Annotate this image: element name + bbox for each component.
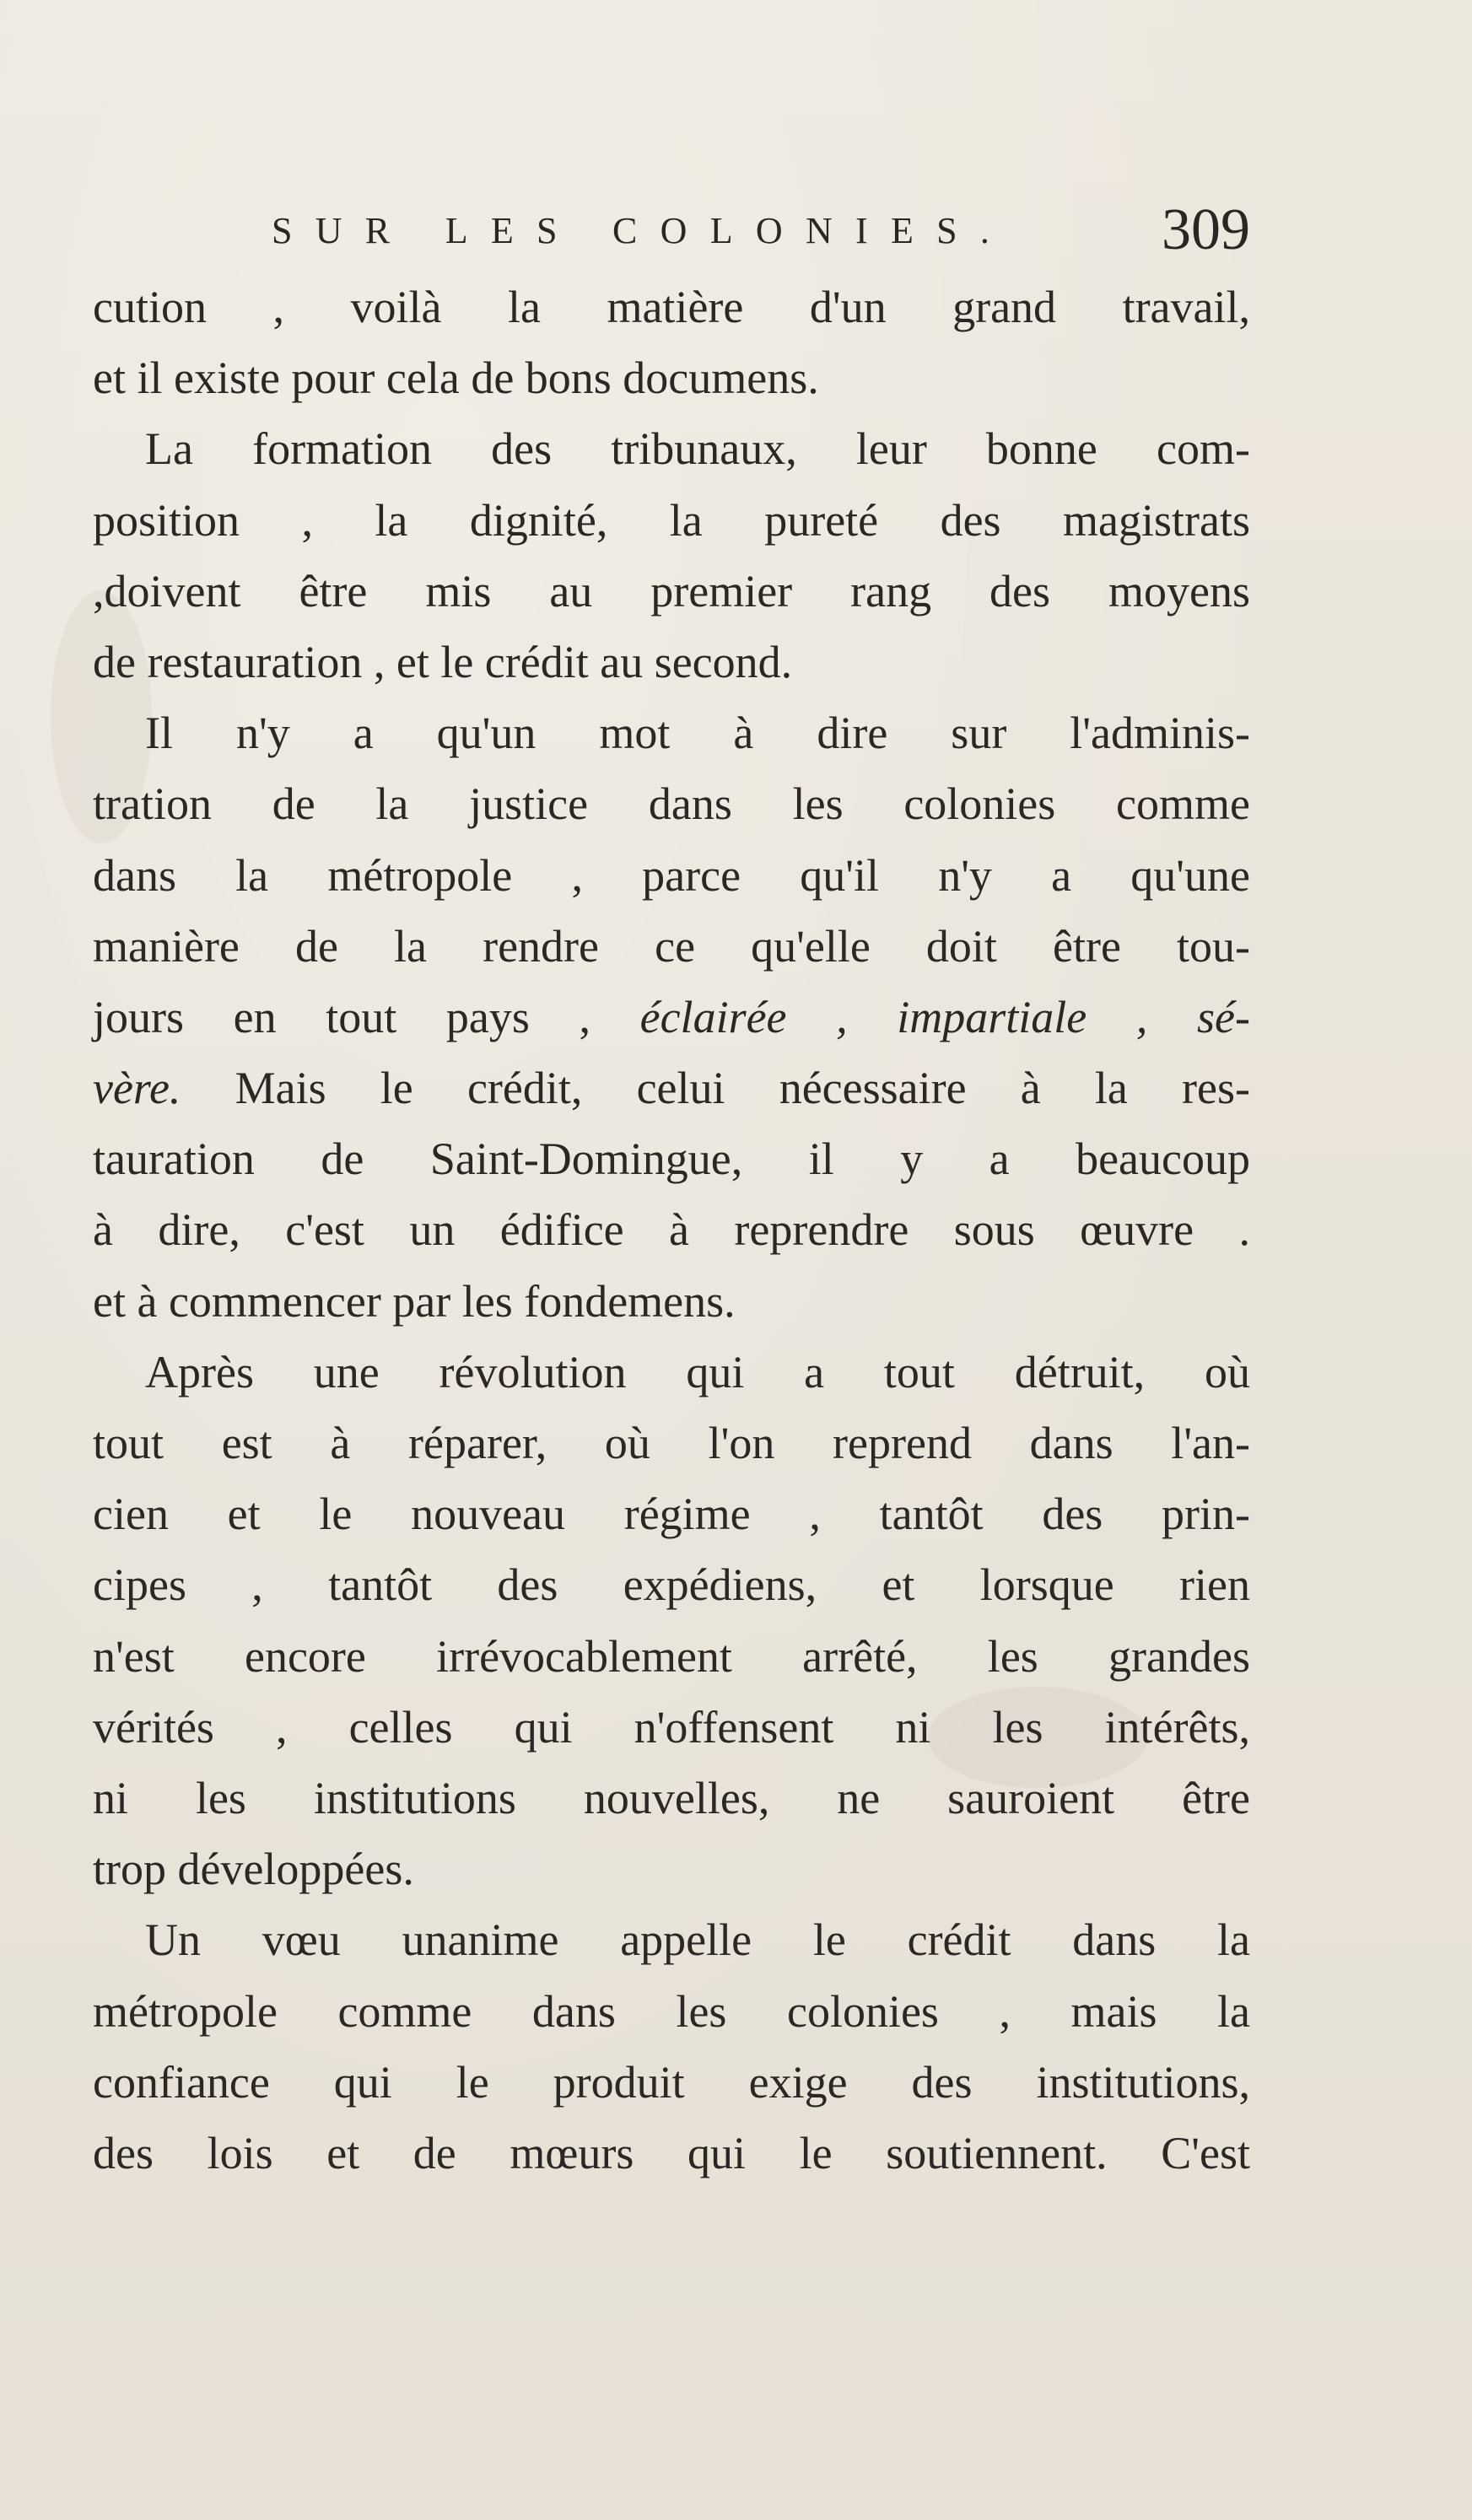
text-line: tout est à réparer, où l'on reprend dans l'an- (93, 1418, 1250, 1468)
text-line: Après une révolution qui a tout détruit, où (145, 1346, 1250, 1397)
text-line: manière de la rendre ce qu'elle doit être tou- (93, 920, 1250, 972)
text-line: ,doivent être mis au premier rang des moyens (93, 565, 1250, 617)
text-line: tration de la justice dans les colonies comme (93, 778, 1250, 830)
text-line: cution , voilà la matière d'un grand travail, (93, 282, 1250, 332)
text-line: et il existe pour cela de bons documens. (93, 353, 819, 404)
page-number: 309 (1162, 197, 1250, 262)
text-line: et à commencer par les fondemens. (93, 1275, 736, 1327)
italic-word: vère. (93, 1063, 181, 1114)
text-line: cien et le nouveau régime , tantôt des prin- (93, 1489, 1250, 1540)
text-line: cipes , tantôt des expédiens, et lorsque rien (93, 1559, 1250, 1611)
text-line: tauration de Saint-Domingue, il y a beaucoup (93, 1133, 1250, 1185)
text-line: dans la métropole , parce qu'il n'y a qu'une (93, 849, 1250, 901)
text-line (93, 982, 1250, 1053)
text-fragment: Mais le crédit, celui nécessaire à la res- (235, 1063, 1250, 1114)
running-title: SUR LES COLONIES. (272, 209, 1013, 251)
text-line: n'est encore irrévocablement arrêté, les grandes (93, 1630, 1250, 1682)
text-line: trop développées. (93, 1844, 414, 1895)
text-line: métropole comme dans les colonies , mais la (93, 1985, 1250, 2037)
italic-phrase: éclairée , impartiale , sé- (639, 991, 1250, 1042)
text-line: à dire, c'est un édifice à reprendre sous œuvre . (93, 1204, 1250, 1256)
text-line: Un vœu unanime appelle le crédit dans la (145, 1914, 1250, 1966)
text-line: des lois et de mœurs qui le soutiennent. C'est (93, 2127, 1250, 2178)
text-line: de restauration , et le crédit au second. (93, 636, 793, 687)
text-line: vérités , celles qui n'offensent ni les intérêts, (93, 1701, 1250, 1753)
text-line (93, 1053, 1250, 1123)
body-text (93, 272, 1250, 2189)
text-line: confiance qui le produit exige des institutions, (93, 2056, 1250, 2108)
text-line: position , la dignité, la pureté des magistrats (93, 494, 1250, 546)
running-head (272, 192, 1250, 268)
text-fragment: jours en tout pays , (93, 991, 590, 1042)
text-line: ni les institutions nouvelles, ne sauroient être (93, 1772, 1250, 1823)
text-line: Il n'y a qu'un mot à dire sur l'adminis- (145, 708, 1250, 759)
text-line: La formation des tribunaux, leur bonne com- (145, 423, 1250, 475)
